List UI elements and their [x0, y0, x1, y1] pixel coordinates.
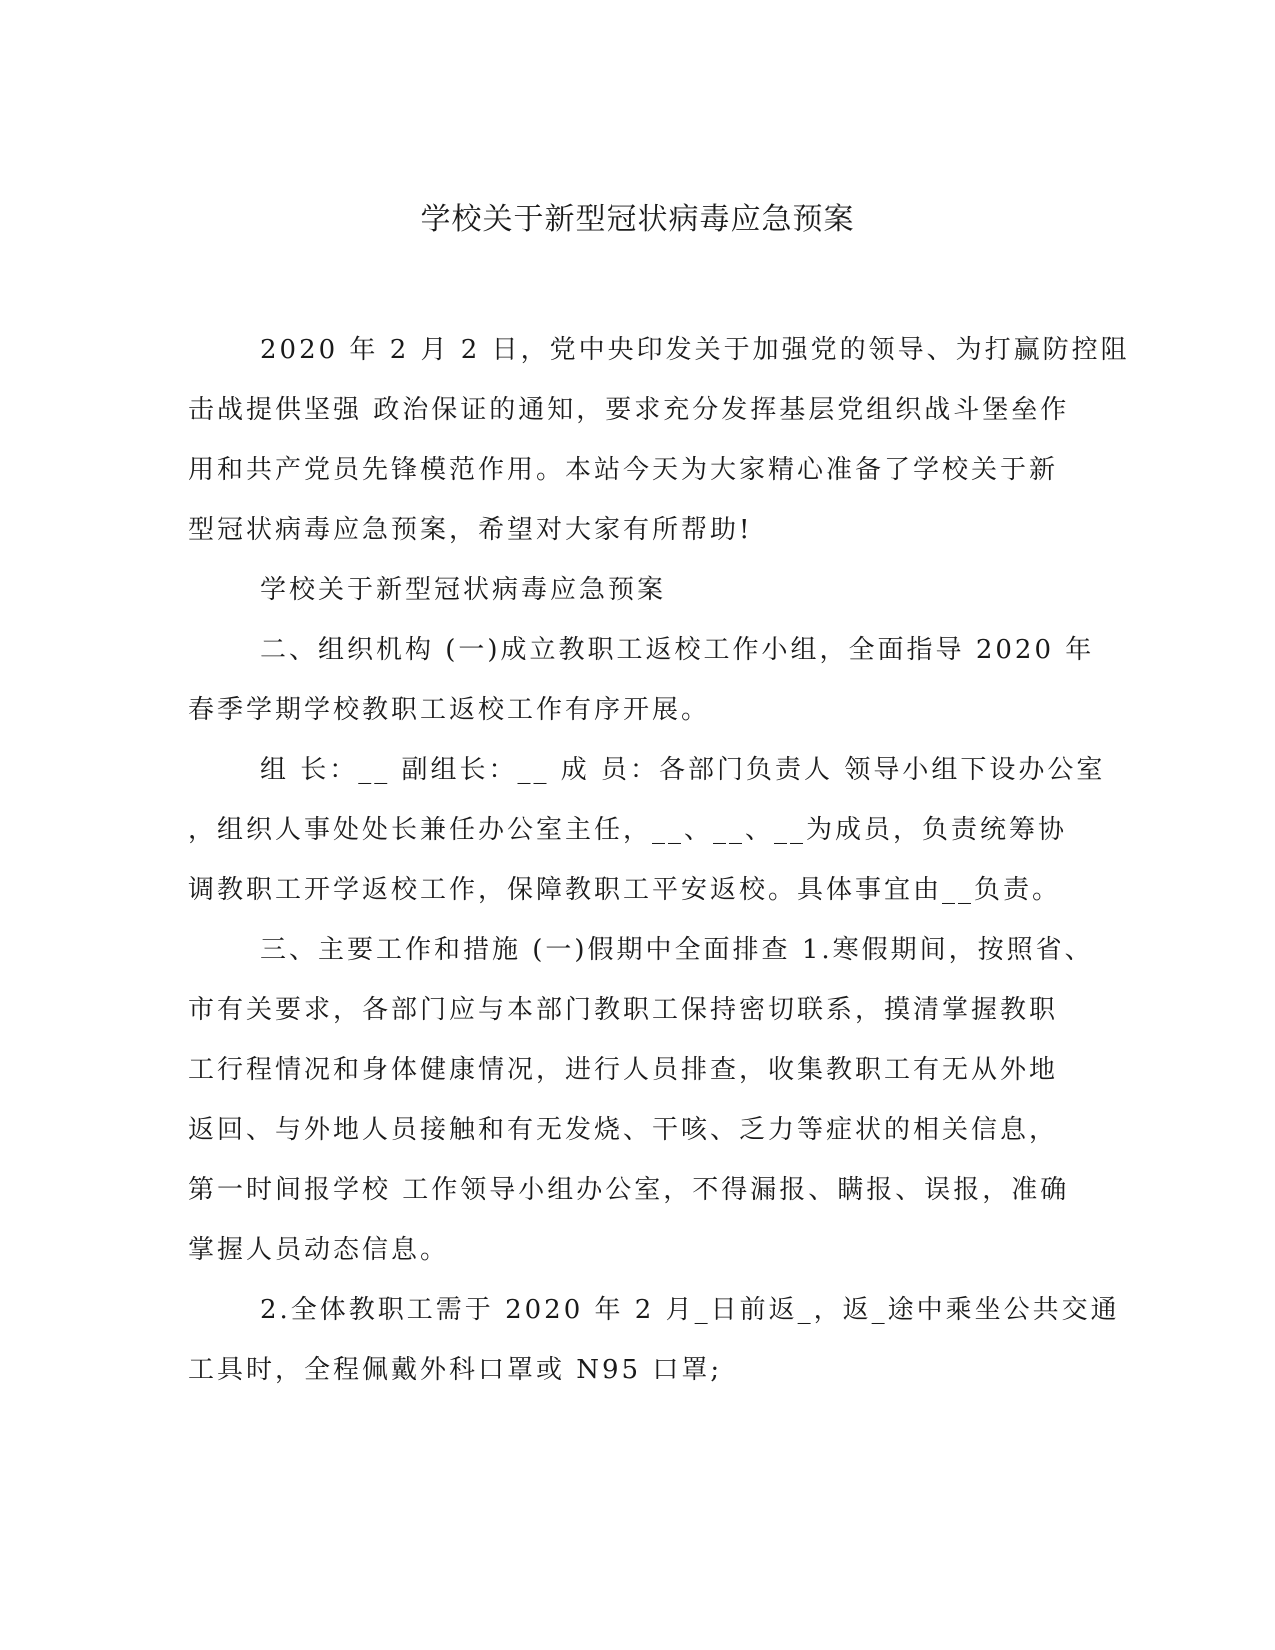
paragraph-line: ，组织人事处处长兼任办公室主任，__、__、__为成员，负责统筹协: [188, 815, 1068, 845]
paragraph-line: 击战提供坚强 政治保证的通知，要求充分发挥基层党组织战斗堡垒作: [188, 395, 1070, 425]
paragraph-line: 用和共产党员先锋模范作用。本站今天为大家精心准备了学校关于新: [188, 455, 1059, 485]
paragraph-line: 型冠状病毒应急预案，希望对大家有所帮助!: [188, 515, 753, 545]
paragraph-line: 第一时间报学校 工作领导小组办公室，不得漏报、瞒报、误报，准确: [188, 1175, 1070, 1205]
paragraph-line: 工行程情况和身体健康情况，进行人员排查，收集教职工有无从外地: [188, 1055, 1059, 1085]
paragraph-line: 掌握人员动态信息。: [188, 1235, 450, 1265]
paragraph-line: 三、主要工作和措施 (一)假期中全面排查 1.寒假期间，按照省、: [260, 935, 1094, 965]
paragraph-line: 2.全体教职工需于 2020 年 2 月_日前返_，返_途中乘坐公共交通: [260, 1295, 1120, 1325]
paragraph-line: 2020 年 2 月 2 日，党中央印发关于加强党的领导、为打赢防控阻: [260, 335, 1130, 365]
paragraph-line: 春季学期学校教职工返校工作有序开展。: [188, 695, 711, 725]
paragraph-line: 调教职工开学返校工作，保障教职工平安返校。具体事宜由__负责。: [188, 875, 1062, 905]
paragraph-line: 二、组织机构 (一)成立教职工返校工作小组，全面指导 2020 年: [260, 635, 1095, 665]
section-heading-line: 学校关于新型冠状病毒应急预案: [260, 575, 667, 605]
document-title: 学校关于新型冠状病毒应急预案: [420, 202, 855, 237]
paragraph-line: 组 长：__ 副组长：__ 成 员：各部门负责人 领导小组下设办公室: [260, 755, 1106, 785]
paragraph-line: 返回、与外地人员接触和有无发烧、干咳、乏力等症状的相关信息，: [188, 1115, 1059, 1145]
document-body: [188, 320, 1130, 1400]
paragraph-line: 市有关要求，各部门应与本部门教职工保持密切联系，摸清掌握教职: [188, 995, 1059, 1025]
paragraph-line: 工具时，全程佩戴外科口罩或 N95 口罩;: [188, 1355, 723, 1385]
